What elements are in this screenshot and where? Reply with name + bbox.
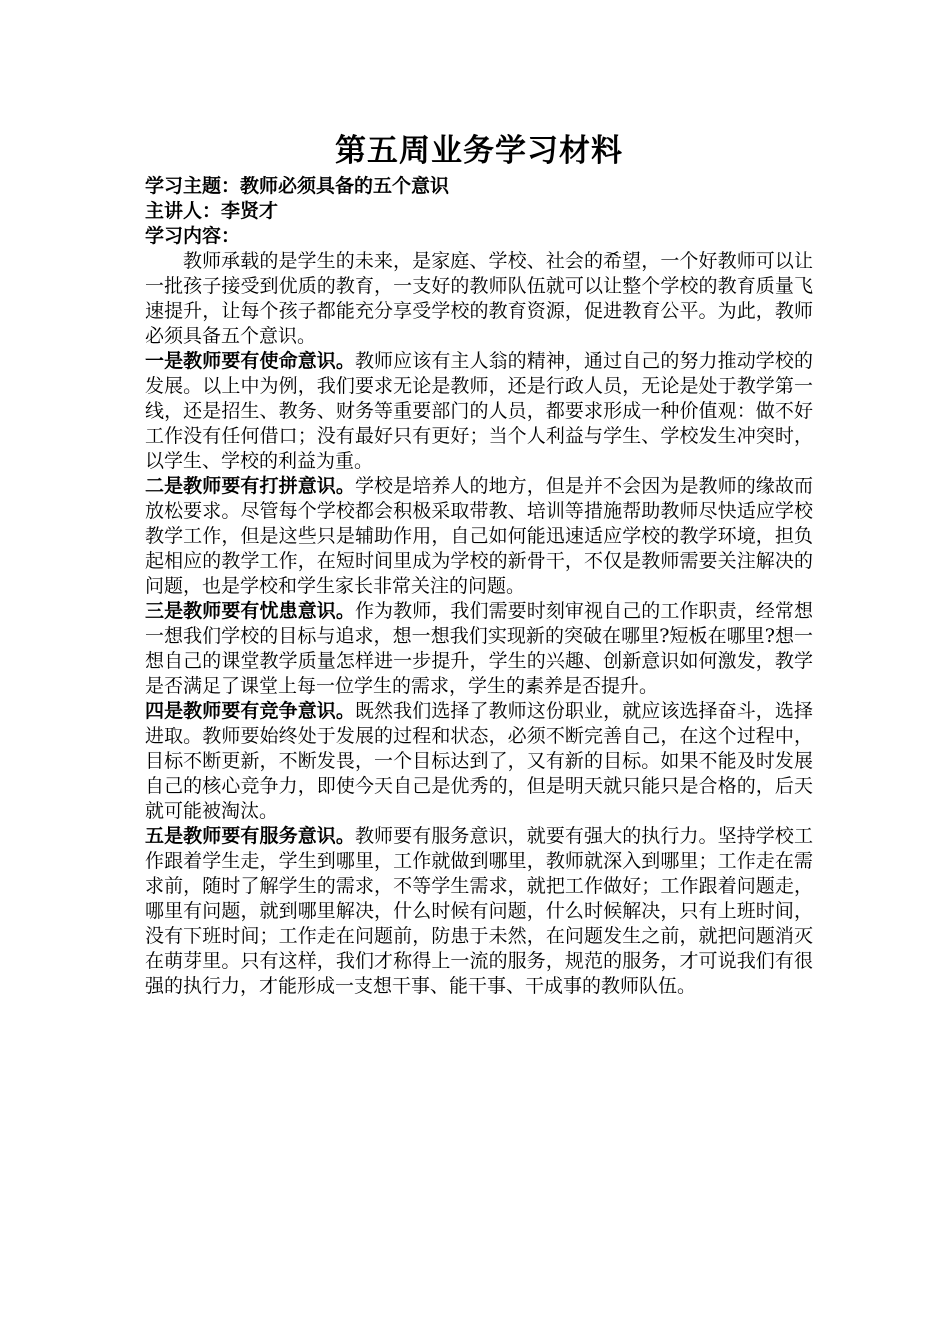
section-text-3: 作为教师，我们需要时刻审视自己的工作职责，经常想一想我们学校的目标与追求，想一想我们实现新的突破在哪里?短板在哪里?想一想自己的课堂教学质量怎样进一步提升，学生的兴趣、创新意识如何激发，教学是否满足了课堂上每一位学生的需求，学生的素养是否提升。 <box>145 600 813 697</box>
content-label: 学习内容： <box>145 225 241 247</box>
section-heading-4: 四是教师要有竞争意识。 <box>145 700 355 722</box>
section-heading-2: 二是教师要有打拼意识。 <box>145 475 355 497</box>
section-text-4: 既然我们选择了教师这份职业，就应该选择奋斗，选择进取。教师要始终处于发展的过程和状态，必须不断完善自己，在这个过程中，目标不断更新，不断发畏，一个目标达到了，又有新的目标。如果不能及时发展自己的核心竞争力，即使今天自己是优秀的，但是明天就只能只是合格的，后天就可能被淘汰。 <box>145 700 813 822</box>
intro-paragraph: 教师承载的是学生的未来，是家庭、学校、社会的希望，一个好教师可以让一批孩子接受到优质的教育，一支好的教师队伍就可以让整个学校的教育质量飞速提升，让每个孩子都能充分享受学校的教育资源，促进教育公平。为此，教师必须具备五个意识。 <box>145 250 813 347</box>
topic-line: 学习主题：教师必须具备的五个意识 <box>145 175 450 197</box>
document-page <box>145 128 813 999</box>
speaker-line: 主讲人：李贤才 <box>145 200 279 222</box>
section-heading-3: 三是教师要有忧患意识。 <box>145 600 355 622</box>
section-heading-5: 五是教师要有服务意识。 <box>145 825 355 847</box>
section-paragraph-3 <box>145 599 813 699</box>
document-title: 第五周业务学习材料 <box>335 133 623 169</box>
section-paragraph-1 <box>145 349 813 474</box>
section-paragraph-4 <box>145 699 813 824</box>
section-text-2: 学校是培养人的地方，但是并不会因为是教师的缘故而放松要求。尽管每个学校都会积极采取带教、培训等措施帮助教师尽快适应学校教学工作，但是这些只是辅助作用，自己如何能迅速适应学校的教学环境，担负起相应的教学工作，在短时间里成为学校的新骨干，不仅是教师需要关注解决的问题，也是学校和学生家长非常关注的问题。 <box>145 475 813 597</box>
section-text-1: 教师应该有主人翁的精神，通过自己的努力推动学校的发展。以上中为例，我们要求无论是教师，还是行政人员，无论是处于教学第一线，还是招生、教务、财务等重要部门的人员，都要求形成一种价值观：做不好工作没有任何借口；没有最好只有更好；当个人利益与学生、学校发生冲突时，以学生、学校的利益为重。 <box>145 350 813 472</box>
section-text-5: 教师要有服务意识，就要有强大的执行力。坚持学校工作跟着学生走，学生到哪里，工作就做到哪里，教师就深入到哪里；工作走在需求前，随时了解学生的需求，不等学生需求，就把工作做好；工作跟着问题走，哪里有问题，就到哪里解决，什么时候有问题，什么时候解决，只有上班时间，没有下班时间；工作走在问题前，防患于未然，在问题发生之前，就把问题消灭在萌芽里。只有这样，我们才称得上一流的服务，规范的服务，才可说我们有很强的执行力，才能形成一支想干事、能干事、干成事的教师队伍。 <box>145 825 813 997</box>
section-heading-1: 一是教师要有使命意识。 <box>145 350 355 372</box>
section-paragraph-2 <box>145 474 813 599</box>
section-paragraph-5 <box>145 824 813 999</box>
